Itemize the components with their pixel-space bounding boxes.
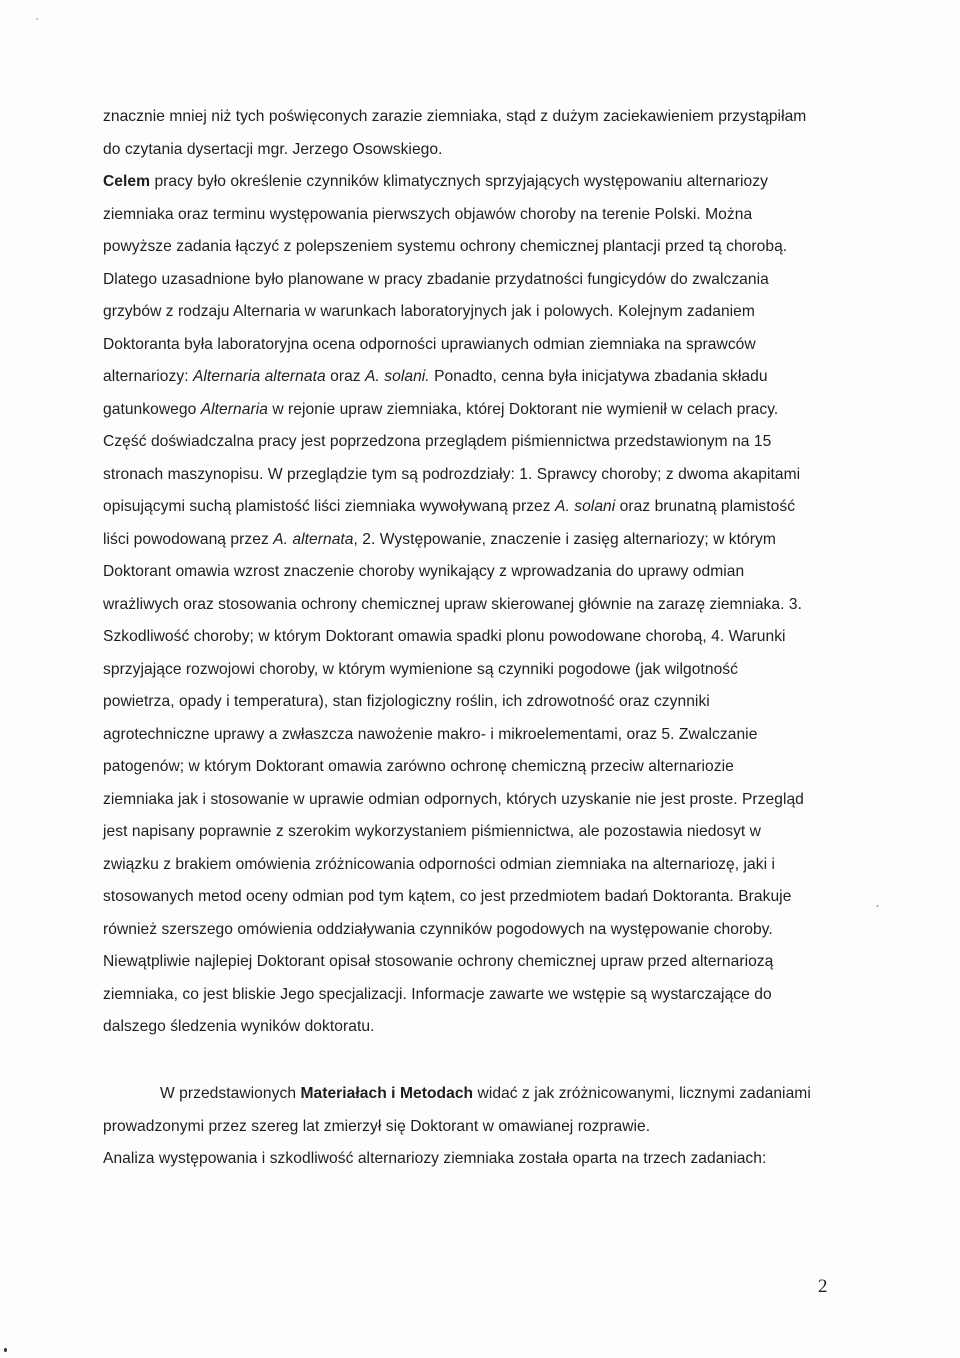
text-line xyxy=(103,1018,374,1036)
text-line xyxy=(103,1150,766,1168)
text-run: wrażliwych oraz stosowania ochrony chemicznej upraw skierowanej głównie na zarazę ziemniaka. 3. xyxy=(103,595,802,613)
text-line xyxy=(103,693,710,711)
text-line xyxy=(103,726,757,744)
text-run: , 2. Występowanie, znaczenie i zasięg alternariozy; w którym xyxy=(353,530,776,548)
text-run: Ponadto, cenna była inicjatywa zbadania składu xyxy=(429,368,768,385)
text-line xyxy=(103,1118,650,1136)
text-line xyxy=(103,791,804,809)
text-run: sprzyjające rozwojowi choroby, w którym wymienione są czynniki pogodowe (jak wilgotność xyxy=(103,660,738,678)
text-run: agrotechniczne uprawy a zwłaszcza nawożenie makro- i mikroelementami, oraz 5. Zwalczanie xyxy=(103,725,758,743)
text-line xyxy=(103,888,791,906)
text-line xyxy=(103,596,802,614)
text-line xyxy=(103,661,738,679)
italic-run: A. alternata xyxy=(273,530,354,548)
bold-run: Materiałach i Metodach xyxy=(300,1085,474,1102)
text-run: pracy było określenie czynników klimatycznych sprzyjających występowaniu alternariozy xyxy=(150,173,768,190)
text-line xyxy=(103,758,734,776)
bold-run: Celem xyxy=(103,173,151,190)
scan-speck xyxy=(876,905,879,907)
text-run: oraz xyxy=(325,368,366,385)
text-run: W przedstawionych xyxy=(160,1085,301,1102)
text-line xyxy=(103,108,806,126)
text-line xyxy=(103,563,744,581)
text-run: prowadzonymi przez szereg lat zmierzył się Doktorant w omawianej rozprawie. xyxy=(103,1117,651,1135)
text-line xyxy=(103,303,755,321)
scan-speck xyxy=(36,18,38,20)
text-line xyxy=(103,628,786,646)
text-line xyxy=(103,238,787,256)
text-line xyxy=(103,953,773,971)
text-run: gatunkowego xyxy=(103,400,201,418)
text-line xyxy=(160,1085,811,1103)
text-run: liści powodowaną przez xyxy=(103,530,274,548)
text-run: jest napisany poprawnie z szerokim wykorzystaniem piśmiennictwa, ale pozostawia niedosyt w xyxy=(103,823,761,840)
text-run: grzybów z rodzaju Alternaria w warunkach laboratoryjnych jak i polowych. Kolejnym zadaniem xyxy=(103,303,755,320)
text-run: związku z brakiem omówienia zróżnicowania odporności odmian ziemniaka na alternariozę, jaki i xyxy=(103,855,776,873)
text-line xyxy=(103,206,752,224)
text-run: dalszego śledzenia wyników doktoratu. xyxy=(103,1018,375,1035)
page-number: 2 xyxy=(818,1276,828,1297)
scan-speck xyxy=(4,1348,7,1352)
italic-run: Alternaria alternata xyxy=(192,368,326,385)
text-line xyxy=(103,856,775,874)
text-line xyxy=(103,336,756,354)
text-run: stosowanych metod oceny odmian pod tym kątem, co jest przedmiotem badań Doktoranta. Brakuje xyxy=(103,888,792,905)
text-run: patogenów; w którym Doktorant omawia zarówno ochronę chemiczną przeciw alternariozie xyxy=(103,758,734,775)
text-line xyxy=(103,986,772,1004)
text-run: oraz brunatną plamistość xyxy=(615,498,796,515)
text-run: Część doświadczalna pracy jest poprzedzona przeglądem piśmiennictwa przedstawionym na 15 xyxy=(103,433,772,450)
italic-run: A. solani xyxy=(555,498,616,515)
text-run: alternariozy: xyxy=(103,368,193,385)
text-run: Analiza występowania i szkodliwość alternariozy ziemniaka została oparta na trzech zadaniach: xyxy=(103,1150,767,1167)
text-run: Szkodliwość choroby; w którym Doktorant omawia spadki plonu powodowane chorobą, 4. Warunki xyxy=(103,628,786,645)
text-line xyxy=(103,141,443,159)
text-run: ziemniaka jak i stosowanie w uprawie odmian odpornych, których uzyskanie nie jest proste. Przegląd xyxy=(103,790,804,808)
text-run: do czytania dysertacji mgr. Jerzego Osowskiego. xyxy=(103,140,443,158)
text-run: opisującymi suchą plamistość liści ziemniaka wywoływaną przez xyxy=(103,498,556,515)
text-run: również szerszego omówienia oddziaływania czynników pogodowych na występowanie choroby. xyxy=(103,920,773,938)
text-line xyxy=(103,401,778,419)
text-line xyxy=(103,823,761,841)
text-run: ziemniaka oraz terminu występowania pierwszych objawów choroby na terenie Polski. Można xyxy=(103,205,753,223)
text-run: stronach maszynopisu. W przeglądzie tym są podrozdziały: 1. Sprawcy choroby; z dwoma akapitami xyxy=(103,465,801,483)
text-line xyxy=(103,433,771,451)
text-line xyxy=(103,368,768,386)
text-line xyxy=(103,173,768,191)
text-line xyxy=(103,921,773,939)
text-run: powyższe zadania łączyć z polepszeniem systemu ochrony chemicznej plantacji przed tą chorobą. xyxy=(103,238,788,255)
text-run: powietrza, opady i temperatura), stan fizjologiczny roślin, ich zdrowotność oraz czynniki xyxy=(103,693,710,710)
text-run: znacznie mniej niż tych poświęconych zarazie ziemniaka, stąd z dużym zaciekawieniem przystąpiłam xyxy=(103,108,807,125)
text-run: Doktorant omawia wzrost znaczenie choroby wynikający z wprowadzania do uprawy odmian xyxy=(103,563,745,580)
text-run: Niewątpliwie najlepiej Doktorant opisał stosowanie ochrony chemicznej upraw przed alternariozą xyxy=(103,953,774,970)
text-line xyxy=(103,466,800,484)
text-run: ziemniaka, co jest bliskie Jego specjalizacji. Informacje zawarte we wstępie są wystarczające do xyxy=(103,985,772,1003)
text-run: Dlatego uzasadnione było planowane w pracy zbadanie przydatności fungicydów do zwalczania xyxy=(103,270,769,288)
italic-run: A. solani. xyxy=(365,368,430,385)
text-run: Doktoranta była laboratoryjna ocena odporności uprawianych odmian ziemniaka na sprawców xyxy=(103,335,756,353)
text-run: widać z jak zróżnicowanymi, licznymi zadaniami xyxy=(473,1085,811,1102)
text-line xyxy=(103,531,776,549)
text-line xyxy=(103,498,795,516)
italic-run: Alternaria xyxy=(200,400,268,418)
text-line xyxy=(103,271,769,289)
text-run: w rejonie upraw ziemniaka, której Doktorant nie wymienił w celach pracy. xyxy=(267,400,779,418)
